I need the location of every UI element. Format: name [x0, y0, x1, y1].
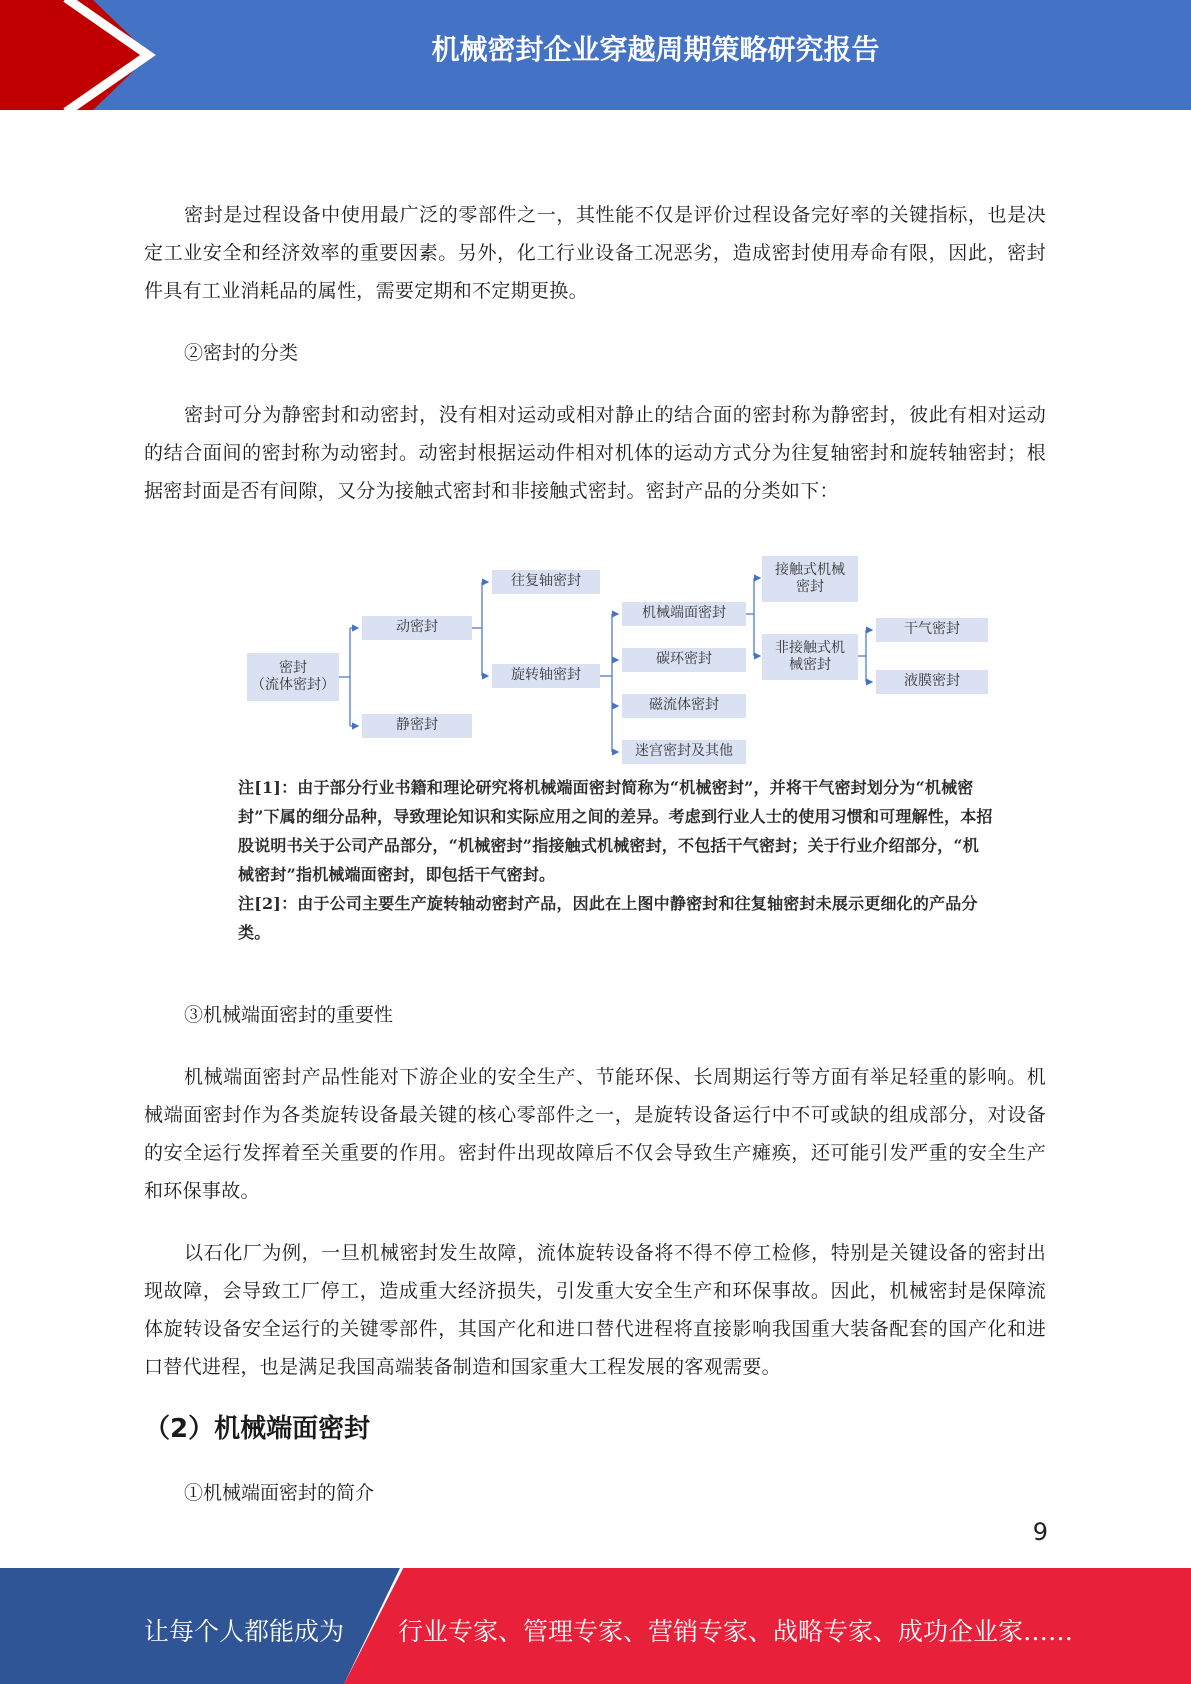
node-magnetic-fluid-seal: 磁流体密封 — [622, 694, 746, 718]
page-header — [0, 0, 1191, 110]
subheading-block-3 — [144, 996, 1046, 1034]
seal-classification-diagram — [240, 548, 1000, 768]
node-labyrinth-seal: 迷宫密封及其他 — [622, 740, 746, 764]
node-contact-line1: 接触式机械 — [775, 561, 845, 578]
subheading-mechanical-face-intro: ①机械端面密封的简介 — [184, 1482, 375, 1504]
node-mechanical-face-seal: 机械端面密封 — [622, 602, 746, 626]
node-reciprocating-seal: 往复轴密封 — [492, 570, 600, 594]
footer-slogan-left: 让每个人都能成为 — [144, 1617, 345, 1646]
paragraph-mechanical-face-impact: 机械端面密封产品性能对下游企业的安全生产、节能环保、长周期运行等方面有举足轻重的影响。机械端面密封作为各类旋转设备最关键的核心零部件之一，是旋转设备运行中不可或缺的组成部分，对设备的安全运行发挥着至关重要的作用。密封件出现故障后不仅会导致生产瘫痪，还可能引发严重的安全生产和环保事故。 — [144, 1066, 1046, 1202]
node-seal-root-line1: 密封 — [279, 659, 307, 676]
node-rotary-seal: 旋转轴密封 — [492, 664, 600, 688]
node-seal-root-line2: （流体密封） — [251, 677, 335, 693]
node-contact-mechanical-seal — [762, 556, 858, 602]
node-contact-line2: 密封 — [796, 579, 824, 595]
node-static-seal: 静密封 — [362, 714, 472, 738]
subheading-block-2 — [144, 334, 1046, 372]
node-carbon-ring-seal: 碳环密封 — [622, 648, 746, 672]
example-paragraph-block — [144, 1234, 1046, 1386]
paragraph-seal-classification: 密封可分为静密封和动密封，没有相对运动或相对静止的结合面的密封称为静密封，彼此有相对运动的结合面间的密封称为动密封。动密封根据运动件相对机体的运动方式分为往复轴密封和旋转轴密封；根据密封面是否有间隙，又分为接触式密封和非接触式密封。密封产品的分类如下： — [144, 404, 1046, 502]
importance-paragraph-block — [144, 1058, 1046, 1210]
node-noncontact-line2: 械密封 — [789, 657, 831, 673]
section-heading-block — [144, 1408, 1046, 1445]
note-1: 注[1]：由于部分行业书籍和理论研究将机械端面密封简称为“机械密封”，并将干气密封划分为“机械密封”下属的细分品种，导致理论知识和实际应用之间的差异。考虑到行业人士的使用习惯和可理解性，本招股说明书关于公司产品部分，“机械密封”指接触式机械密封，不包括干气密封；关于行业介绍部分，“机械密封”指机械端面密封，即包括干气密封。 — [238, 778, 993, 884]
diagram-notes — [238, 773, 994, 947]
node-liquid-film-seal: 液膜密封 — [876, 670, 988, 694]
classification-paragraph-block — [144, 396, 1046, 510]
footer-slogan-right: 行业专家、管理专家、营销专家、战略专家、成功企业家…… — [398, 1617, 1074, 1646]
page-number: 9 — [1032, 1518, 1048, 1546]
paragraph-petrochemical-example: 以石化厂为例，一旦机械密封发生故障，流体旋转设备将不得不停工检修，特别是关键设备的密封出现故障，会导致工厂停工，造成重大经济损失，引发重大安全生产和环保事故。因此，机械密封是保障流体旋转设备安全运行的关键零部件，其国产化和进口替代进程将直接影响我国重大装备配套的国产化和进口替代进程，也是满足我国高端装备制造和国家重大工程发展的客观需要。 — [144, 1242, 1046, 1378]
note-2: 注[2]：由于公司主要生产旋转轴动密封产品，因此在上图中静密封和往复轴密封未展示更细化的产品分类。 — [238, 894, 978, 942]
subheading-seal-classification: ②密封的分类 — [184, 342, 299, 364]
node-dynamic-seal: 动密封 — [362, 616, 472, 640]
report-title: 机械密封企业穿越周期策略研究报告 — [431, 33, 880, 66]
page-footer — [0, 1568, 1191, 1684]
intro-paragraph-block — [144, 196, 1046, 310]
node-dry-gas-seal: 干气密封 — [876, 618, 988, 642]
node-seal-root — [247, 653, 339, 701]
diagram-connectors — [240, 548, 1000, 768]
section-heading-mechanical-face-seal: （2）机械端面密封 — [144, 1414, 371, 1444]
subheading-block-4 — [144, 1474, 1046, 1512]
node-noncontact-line1: 非接触式机 — [775, 639, 845, 656]
subheading-mechanical-face-importance: ③机械端面密封的重要性 — [184, 1004, 394, 1026]
paragraph-seal-importance: 密封是过程设备中使用最广泛的零部件之一，其性能不仅是评价过程设备完好率的关键指标，也是决定工业安全和经济效率的重要因素。另外，化工行业设备工况恶劣，造成密封使用寿命有限，因此，密封件具有工业消耗品的属性，需要定期和不定期更换。 — [144, 204, 1046, 302]
node-noncontact-mechanical-seal — [762, 634, 858, 680]
